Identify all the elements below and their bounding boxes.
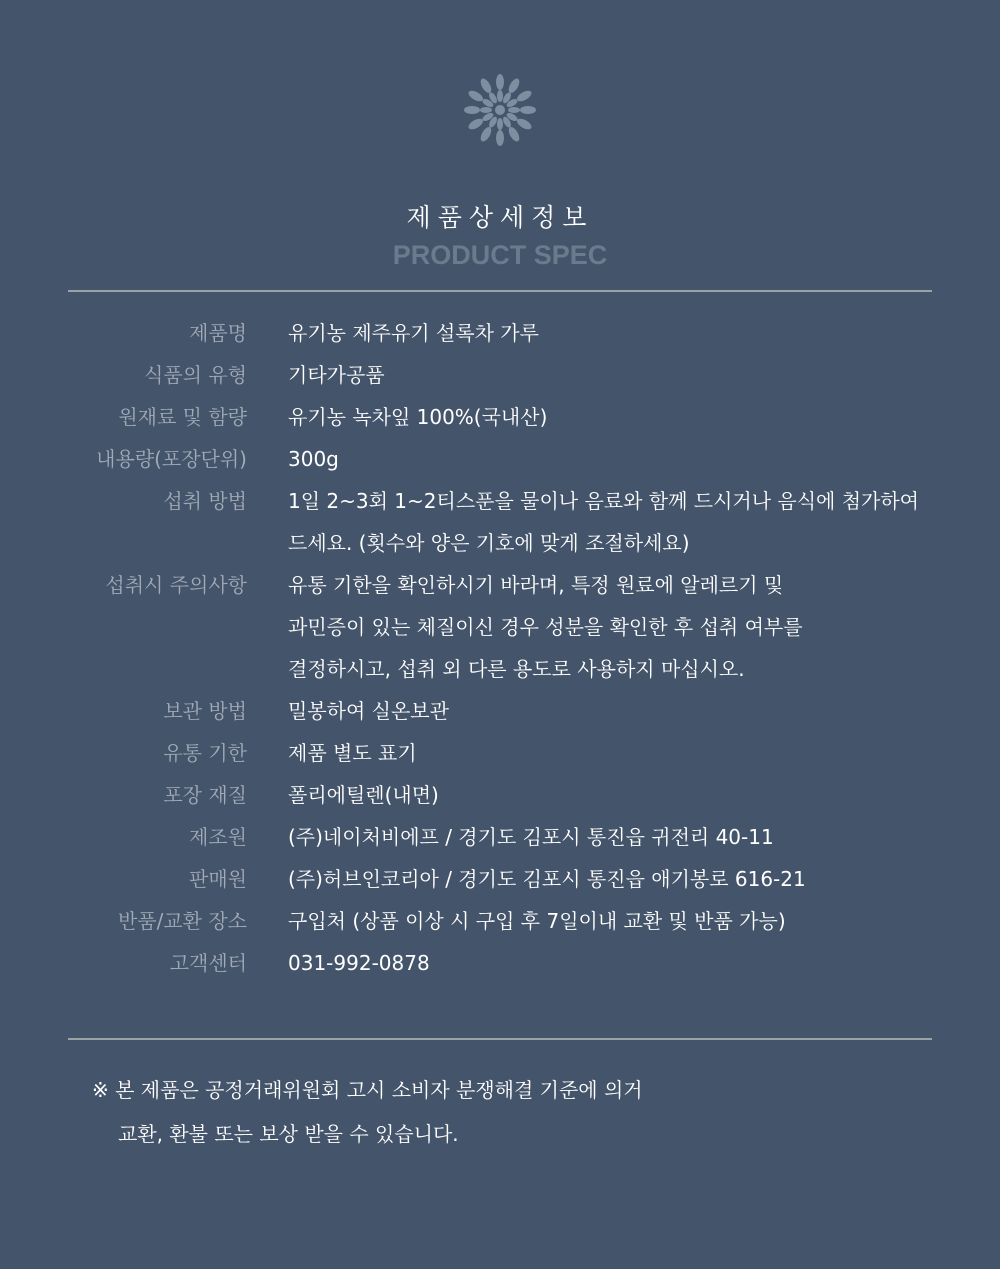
top-divider — [68, 290, 932, 292]
spec-value — [288, 900, 948, 942]
notice-text — [92, 1068, 643, 1156]
spec-value — [288, 942, 948, 984]
spec-label: 포장 재질 — [163, 783, 247, 807]
spec-label: 판매원 — [189, 867, 247, 891]
page-subtitle: PRODUCT SPEC — [392, 240, 608, 270]
spec-label: 고객센터 — [169, 951, 247, 975]
spec-row — [0, 774, 1000, 816]
spec-value-line: 1일 2~3회 1~2티스푼을 물이나 음료와 함께 드시거나 음식에 첨가하여 — [288, 489, 919, 513]
spec-value-line: 기타가공품 — [288, 363, 385, 387]
spec-row — [0, 312, 1000, 354]
spec-value-line: 밀봉하여 실온보관 — [288, 699, 449, 723]
spec-label: 내용량(포장단위) — [96, 447, 247, 471]
spec-label: 제조원 — [189, 825, 247, 849]
spec-row — [0, 480, 1000, 564]
spec-value-line: (주)허브인코리아 / 경기도 김포시 통진읍 애기봉로 616-21 — [288, 867, 806, 891]
spec-row — [0, 732, 1000, 774]
spec-value-line: (주)네이처비에프 / 경기도 김포시 통진읍 귀전리 40-11 — [288, 825, 774, 849]
spec-value-line: 구입처 (상품 이상 시 구입 후 7일이내 교환 및 반품 가능) — [288, 909, 786, 933]
spec-row — [0, 354, 1000, 396]
spec-value — [288, 858, 948, 900]
spec-row — [0, 564, 1000, 690]
bottom-divider — [68, 1038, 932, 1040]
spec-value — [288, 774, 948, 816]
spec-value — [288, 396, 948, 438]
notice-line-2: 교환, 환불 또는 보상 받을 수 있습니다. — [118, 1122, 459, 1146]
spec-value-line: 유통 기한을 확인하시기 바라며, 특정 원료에 알레르기 및 — [288, 573, 784, 597]
spec-value-line: 유기농 녹차잎 100%(국내산) — [288, 405, 548, 429]
spec-label: 섭취 방법 — [163, 489, 247, 513]
spec-row — [0, 438, 1000, 480]
leaf-wreath-icon — [462, 72, 538, 148]
spec-value — [288, 312, 948, 354]
spec-value — [288, 732, 948, 774]
spec-value-line: 결정하시고, 섭취 외 다른 용도로 사용하지 마십시오. — [288, 657, 745, 681]
spec-value-line: 제품 별도 표기 — [288, 741, 417, 765]
spec-label: 반품/교환 장소 — [117, 909, 247, 933]
spec-label: 식품의 유형 — [144, 363, 247, 387]
spec-row — [0, 816, 1000, 858]
spec-value — [288, 354, 948, 396]
spec-label: 섭취시 주의사항 — [105, 573, 247, 597]
spec-value — [288, 816, 948, 858]
spec-value-line: 유기농 제주유기 설록차 가루 — [288, 321, 539, 345]
spec-table — [0, 312, 1000, 984]
spec-row — [0, 690, 1000, 732]
spec-value — [288, 480, 948, 564]
spec-value — [288, 438, 948, 480]
spec-row — [0, 900, 1000, 942]
spec-value — [288, 690, 948, 732]
spec-value — [288, 564, 948, 690]
page-title: 제품상세정보 — [406, 203, 594, 232]
spec-row — [0, 858, 1000, 900]
spec-row — [0, 942, 1000, 984]
spec-label: 유통 기한 — [163, 741, 247, 765]
spec-label: 보관 방법 — [163, 699, 247, 723]
spec-value-line: 과민증이 있는 체질이신 경우 성분을 확인한 후 섭취 여부를 — [288, 615, 803, 639]
notice-line-1: ※ 본 제품은 공정거래위원회 고시 소비자 분쟁해결 기준에 의거 — [92, 1078, 643, 1102]
spec-label: 제품명 — [189, 321, 247, 345]
spec-value-line: 드세요. (횟수와 양은 기호에 맞게 조절하세요) — [288, 531, 690, 555]
spec-value-line: 031-992-0878 — [288, 951, 430, 975]
spec-row — [0, 396, 1000, 438]
spec-value-line: 폴리에틸렌(내면) — [288, 783, 439, 807]
spec-value-line: 300g — [288, 447, 339, 471]
spec-label: 원재료 및 함량 — [118, 405, 247, 429]
